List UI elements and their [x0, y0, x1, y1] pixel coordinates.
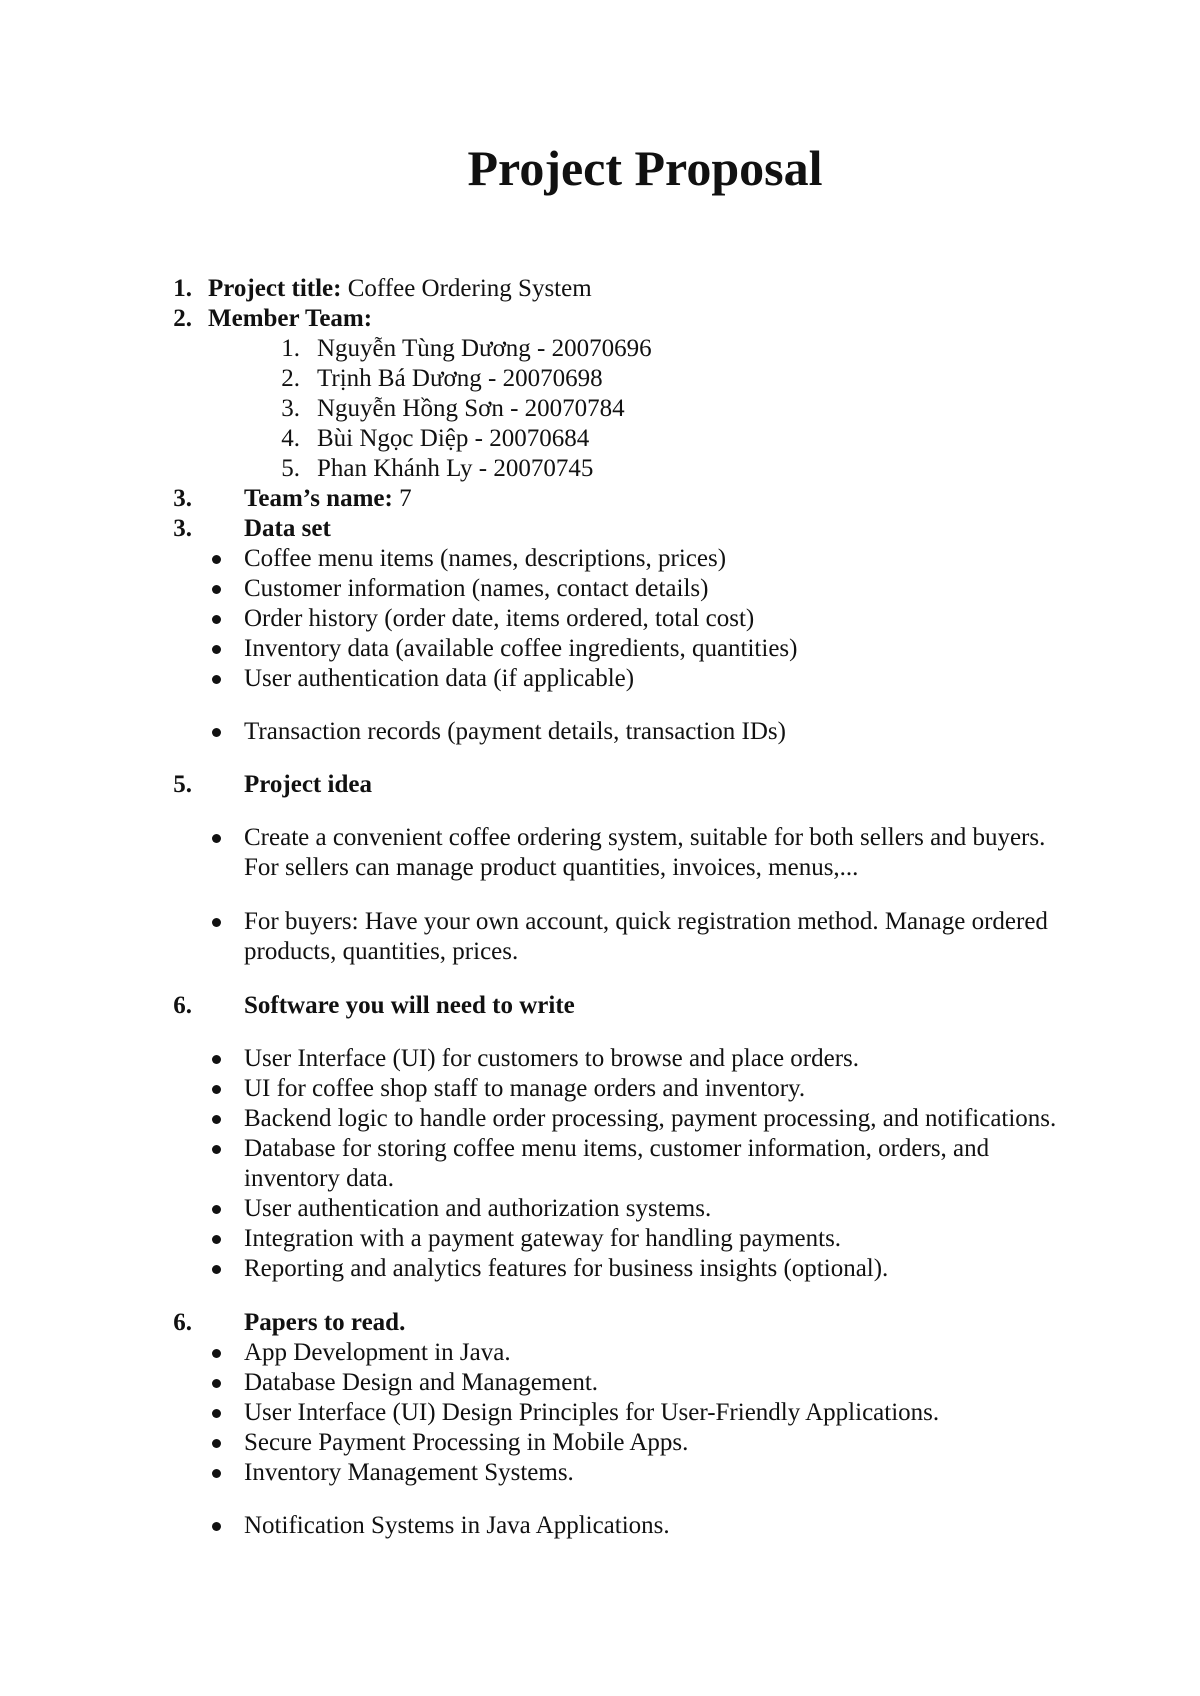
bullet-icon	[212, 1349, 221, 1358]
papers-label: Papers to read.	[244, 1309, 406, 1336]
team-name-value: 7	[399, 485, 412, 512]
dataset-item: User authentication data (if applicable)	[244, 665, 635, 692]
member-number: 4.	[281, 425, 300, 452]
bullet-icon	[212, 1522, 221, 1531]
software-item: User Interface (UI) for customers to browse and place orders.	[244, 1045, 860, 1072]
data-set-heading	[244, 514, 331, 544]
paper-item: Secure Payment Processing in Mobile Apps.	[244, 1429, 689, 1456]
software-item: UI for coffee shop staff to manage orders and inventory.	[244, 1075, 806, 1102]
item-number: 1.	[173, 275, 192, 302]
member-item: Nguyễn Tùng Dương - 20070696	[317, 335, 652, 362]
bullet-icon	[212, 1439, 221, 1448]
bullet-icon	[212, 675, 221, 684]
bullet-icon	[212, 1055, 221, 1064]
bullet-icon	[212, 1265, 221, 1274]
member-item: Phan Khánh Ly - 20070745	[317, 455, 594, 482]
software-label: Software you will need to write	[244, 992, 575, 1019]
member-team-label: Member Team:	[208, 305, 373, 332]
bullet-icon	[212, 728, 221, 737]
bullet-icon	[212, 1115, 221, 1124]
idea-item-line: Create a convenient coffee ordering system, suitable for both sellers and buyers.	[244, 824, 1046, 851]
project-title-label: Project title:	[208, 275, 342, 302]
item-number: 6.	[173, 1309, 192, 1336]
paper-item: User Interface (UI) Design Principles for User-Friendly Applications.	[244, 1399, 940, 1426]
dataset-item: Transaction records (payment details, transaction IDs)	[244, 718, 786, 745]
bullet-icon	[212, 834, 221, 843]
item-number: 5.	[173, 771, 192, 798]
software-item: Integration with a payment gateway for handling payments.	[244, 1225, 842, 1252]
paper-item: App Development in Java.	[244, 1339, 511, 1366]
bullet-icon	[212, 585, 221, 594]
item-number: 6.	[173, 992, 192, 1019]
bullet-icon	[212, 918, 221, 927]
bullet-icon	[212, 615, 221, 624]
software-item: Backend logic to handle order processing, payment processing, and notifications.	[244, 1105, 1057, 1132]
bullet-icon	[212, 1085, 221, 1094]
member-team-line	[208, 304, 372, 334]
project-idea-label: Project idea	[244, 771, 372, 798]
idea-item-line: For sellers can manage product quantities, invoices, menus,...	[244, 854, 859, 881]
member-item: Nguyễn Hồng Sơn - 20070784	[317, 395, 625, 422]
dataset-item: Order history (order date, items ordered, total cost)	[244, 605, 755, 632]
page-title: Project Proposal	[467, 140, 823, 196]
bullet-icon	[212, 645, 221, 654]
project-title-line	[208, 274, 592, 304]
team-name-line	[244, 484, 412, 514]
idea-item-line: products, quantities, prices.	[244, 938, 519, 965]
bullet-icon	[212, 1235, 221, 1244]
software-heading	[244, 991, 575, 1021]
bullet-icon	[212, 1409, 221, 1418]
project-title-value: Coffee Ordering System	[347, 275, 592, 302]
software-item: Reporting and analytics features for business insights (optional).	[244, 1255, 889, 1282]
papers-heading	[244, 1308, 405, 1338]
member-number: 3.	[281, 395, 300, 422]
bullet-icon	[212, 1379, 221, 1388]
member-number: 1.	[281, 335, 300, 362]
item-number: 3.	[173, 515, 192, 542]
item-number: 2.	[173, 305, 192, 332]
software-item-continued: inventory data.	[244, 1165, 394, 1192]
bullet-icon	[212, 1469, 221, 1478]
idea-item-line: For buyers: Have your own account, quick registration method. Manage ordered	[244, 908, 1048, 935]
bullet-icon	[212, 555, 221, 564]
paper-item: Notification Systems in Java Applications.	[244, 1512, 670, 1539]
dataset-item: Coffee menu items (names, descriptions, prices)	[244, 545, 727, 572]
team-name-label: Team’s name:	[244, 485, 393, 512]
software-item: User authentication and authorization systems.	[244, 1195, 712, 1222]
software-item: Database for storing coffee menu items, customer information, orders, and	[244, 1135, 990, 1162]
member-number: 2.	[281, 365, 300, 392]
item-number: 3.	[173, 485, 192, 512]
bullet-icon	[212, 1205, 221, 1214]
bullet-icon	[212, 1145, 221, 1154]
dataset-item: Customer information (names, contact details)	[244, 575, 709, 602]
member-item: Trịnh Bá Dương - 20070698	[317, 365, 603, 392]
dataset-item: Inventory data (available coffee ingredients, quantities)	[244, 635, 798, 662]
member-number: 5.	[281, 455, 300, 482]
paper-item: Inventory Management Systems.	[244, 1459, 574, 1486]
paper-item: Database Design and Management.	[244, 1369, 599, 1396]
project-idea-heading	[244, 770, 372, 800]
member-item: Bùi Ngọc Diệp - 20070684	[317, 425, 590, 452]
data-set-label: Data set	[244, 515, 331, 542]
